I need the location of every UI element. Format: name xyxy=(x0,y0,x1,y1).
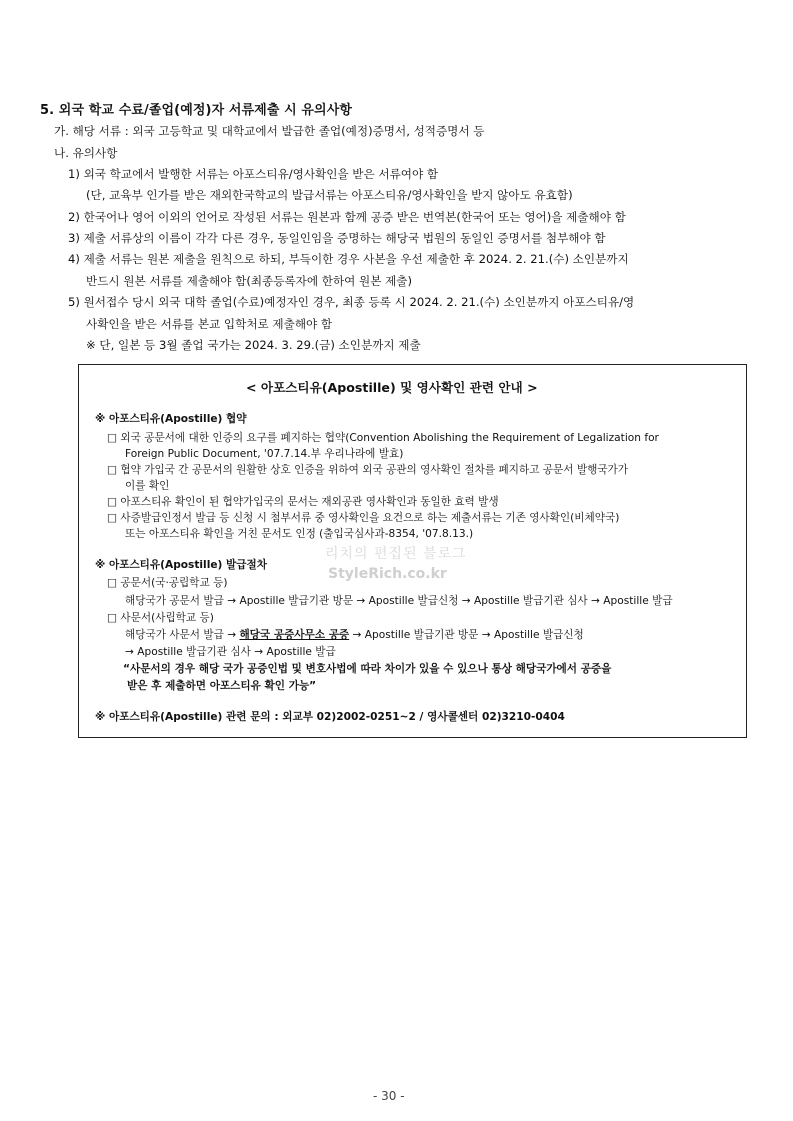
agreement-line-1: □ 외국 공문서에 대한 인증의 요구를 폐지하는 협약(Convention Abolishing the Requirement of Legalization for xyxy=(107,432,659,444)
note-5: 5) 원서접수 당시 외국 대학 졸업(수료)예정자인 경우, 최종 등록 시 2024. 2. 21.(수) 소인분까지 아포스티유/영 xyxy=(68,295,635,309)
private-flow-start: 해당국가 사문서 발급 → xyxy=(125,629,240,641)
private-doc-flow xyxy=(125,628,584,643)
note-5-cont: 사확인을 받은 서류를 본교 입학처로 제출해야 함 xyxy=(86,317,333,331)
note-japan: ※ 단, 일본 등 3월 졸업 국가는 2024. 3. 29.(금) 소인분까지 제출 xyxy=(86,338,421,352)
box-title: < 아포스티유(Apostille) 및 영사확인 관련 안내 > xyxy=(246,380,538,395)
agreement-line-4: □ 사증발급인정서 발급 등 신청 시 첨부서류 중 영사확인을 요건으로 하는 제출서류는 기존 영사확인(비체약국) xyxy=(107,512,620,524)
contact-line: ※ 아포스티유(Apostille) 관련 문의 : 외교부 02)2002-0251~2 / 영사콜센터 02)3210-0404 xyxy=(95,711,565,723)
agreement-line-4-cont: 또는 아포스티유 확인을 거친 문서도 인정 (출입국심사과-8354, '07.8.13.) xyxy=(125,528,474,540)
private-doc-label: □ 사문서(사립학교 등) xyxy=(107,612,214,624)
note-1: 1) 외국 학교에서 발행한 서류는 아포스티유/영사확인을 받은 서류여야 함 xyxy=(68,167,439,181)
item-na: 나. 유의사항 xyxy=(54,146,118,160)
notary-step: 해당국 공증사무소 공증 xyxy=(239,629,350,641)
private-flow-end: → Apostille 발급기관 방문 → Apostille 발급신청 xyxy=(349,629,584,641)
note-1-sub: (단, 교육부 인가를 받은 재외한국학교의 발급서류는 아포스티유/영사확인을 받지 않아도 유효함) xyxy=(86,188,573,202)
agreement-line-2: □ 협약 가입국 간 공문서의 원활한 상호 인증을 위하여 외국 공관의 영사확인 절차를 폐지하고 공문서 발행국가가 xyxy=(107,464,629,476)
private-doc-note-2: 받은 후 제출하면 아포스티유 확인 가능” xyxy=(127,680,317,692)
note-4: 4) 제출 서류는 원본 제출을 원칙으로 하되, 부득이한 경우 사본을 우선 제출한 후 2024. 2. 21.(수) 소인분까지 xyxy=(68,252,629,266)
agreement-line-2-cont: 이를 확인 xyxy=(125,480,170,492)
page-number: - 30 - xyxy=(373,1089,405,1103)
watermark-line-1: 리치의 편집된 블로그 xyxy=(325,546,467,562)
note-4-cont: 반드시 원본 서류를 제출해야 함(최종등록자에 한하여 원본 제출) xyxy=(86,274,413,288)
watermark-line-2: StyleRich.co.kr xyxy=(328,566,447,582)
apostille-info-box xyxy=(78,364,747,738)
public-doc-flow: 해당국가 공문서 발급 → Apostille 발급기관 방문 → Apostille 발급신청 → Apostille 발급기관 심사 → Apostille 발급 xyxy=(125,595,673,607)
public-doc-label: □ 공문서(국·공립학교 등) xyxy=(107,577,228,589)
note-3: 3) 제출 서류상의 이름이 각각 다른 경우, 동일인임을 증명하는 해당국 법원의 동일인 증명서를 첨부해야 함 xyxy=(68,231,606,245)
item-ga: 가. 해당 서류 : 외국 고등학교 및 대학교에서 발급한 졸업(예정)증명서, 성적증명서 등 xyxy=(54,124,485,138)
agreement-line-3: □ 아포스티유 확인이 된 협약가입국의 문서는 재외공관 영사확인과 동일한 효력 발생 xyxy=(107,496,499,508)
agreement-heading: ※ 아포스티유(Apostille) 협약 xyxy=(95,413,247,425)
section-title: 5. 외국 학교 수료/졸업(예정)자 서류제출 시 유의사항 xyxy=(40,103,353,118)
procedure-heading: ※ 아포스티유(Apostille) 발급절차 xyxy=(95,559,267,571)
agreement-line-1-cont: Foreign Public Document, '07.7.14.부 우리나라에 발효) xyxy=(125,448,404,460)
note-2: 2) 한국어나 영어 이외의 언어로 작성된 서류는 원본과 함께 공증 받은 번역본(한국어 또는 영어)을 제출해야 함 xyxy=(68,210,626,224)
private-doc-flow-cont: → Apostille 발급기관 심사 → Apostille 발급 xyxy=(125,646,336,658)
private-doc-note-1: “사문서의 경우 해당 국가 공증인법 및 변호사법에 따라 차이가 있을 수 있으나 통상 해당국가에서 공증을 xyxy=(123,663,612,675)
